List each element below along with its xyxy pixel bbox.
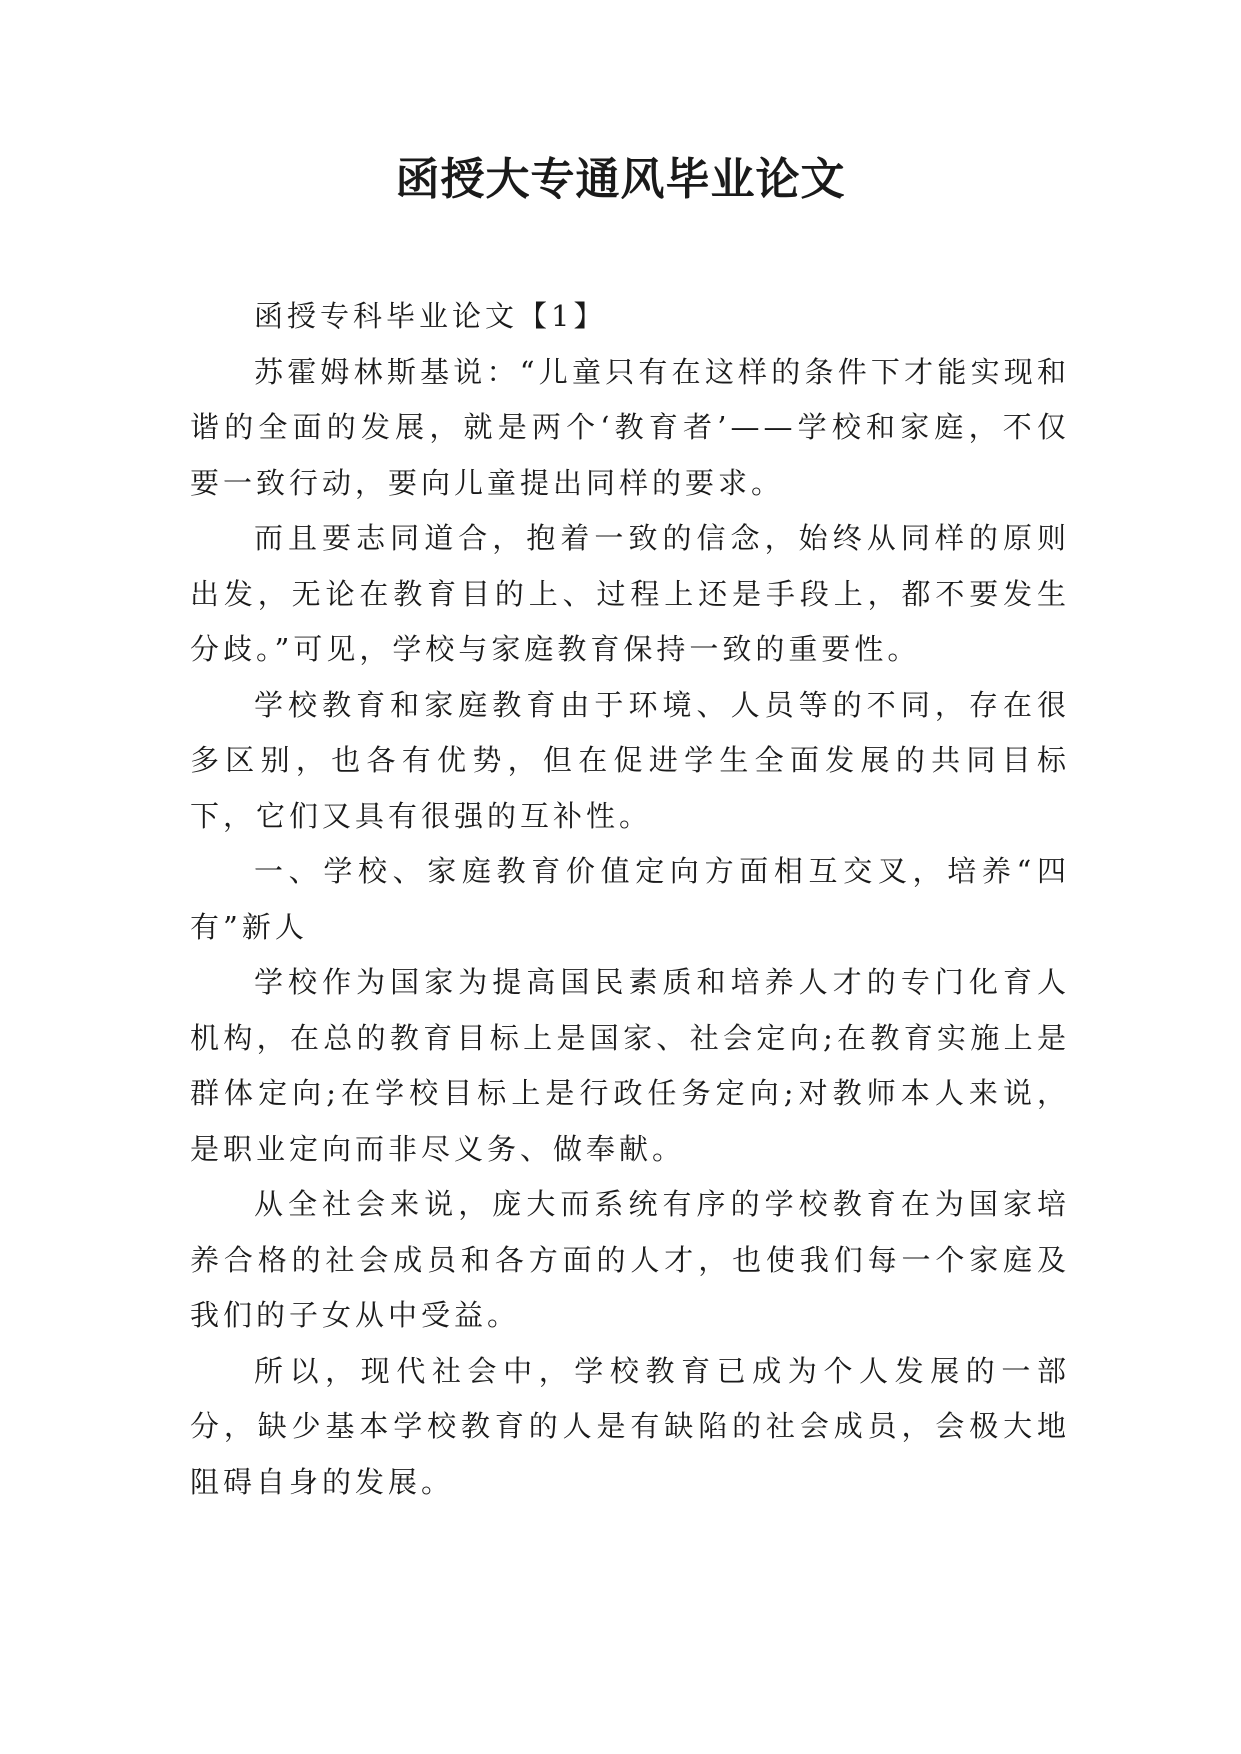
document-body (190, 289, 1070, 1510)
paragraph: 所以，现代社会中，学校教育已成为个人发展的一部分，缺少基本学校教育的人是有缺陷的社会成员，会极大地阻碍自身的发展。 (190, 1353, 1070, 1499)
paragraph-heading-1: 函授专科毕业论文【1】 (254, 299, 607, 333)
document-title: 函授大专通风毕业论文 (395, 154, 846, 205)
paragraph: 学校作为国家为提高国民素质和培养人才的专门化育人机构，在总的教育目标上是国家、社会定向;在教育实施上是群体定向;在学校目标上是行政任务定向;对教师本人来说，是职业定向而非尽义务、做奉献。 (190, 965, 1070, 1166)
paragraph: 从全社会来说，庞大而系统有序的学校教育在为国家培养合格的社会成员和各方面的人才，也使我们每一个家庭及我们的子女从中受益。 (190, 1187, 1070, 1332)
paragraph: 苏霍姆林斯基说：“儿童只有在这样的条件下才能实现和谐的全面的发展，就是两个‘教育者’——学校和家庭，不仅要一致行动，要向儿童提出同样的要求。 (190, 354, 1070, 500)
paragraph: 学校教育和家庭教育由于环境、人员等的不同，存在很多区别，也各有优势，但在促进学生全面发展的共同目标下，它们又具有很强的互补性。 (190, 687, 1070, 833)
paragraph: 而且要志同道合，抱着一致的信念，始终从同样的原则出发，无论在教育目的上、过程上还是手段上，都不要发生分歧。”可见，学校与家庭教育保持一致的重要性。 (190, 521, 1070, 666)
section-heading: 一、学校、家庭教育价值定向方面相互交叉，培养“四有”新人 (190, 854, 1070, 944)
